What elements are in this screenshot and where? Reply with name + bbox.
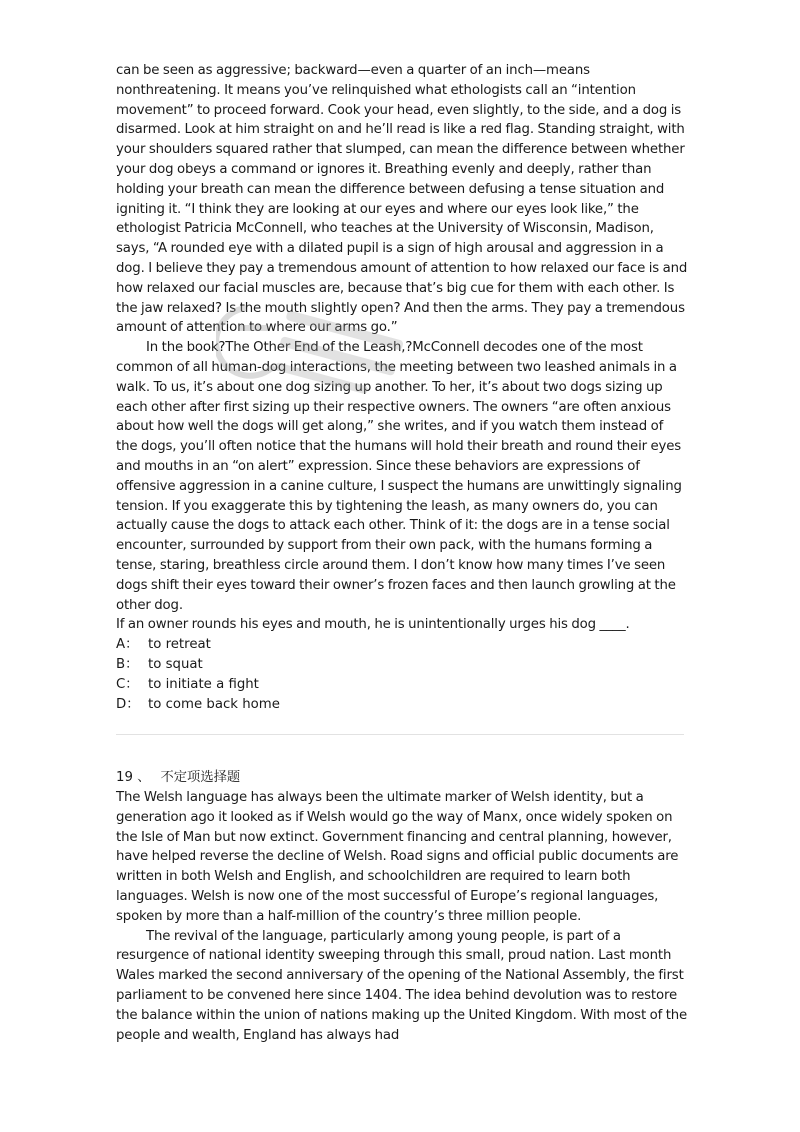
option-letter: D： bbox=[116, 696, 140, 712]
option-text: to squat bbox=[148, 656, 203, 672]
option-b[interactable] bbox=[116, 655, 688, 675]
question-type: 不定项选择题 bbox=[160, 770, 241, 786]
option-letter: B： bbox=[116, 656, 139, 672]
option-text: to retreat bbox=[148, 637, 211, 653]
question-header bbox=[116, 768, 688, 788]
option-text: to initiate a fight bbox=[148, 676, 259, 692]
question19-paragraph-2: The revival of the language, particularly among young people, is part of a resurgence of national identity sweeping through this small, proud nation. Last month Wales marked the second anniversary of the opening of the National Assembly, the first parliament to be convened here since 1404. The idea behind devolution was to restore the balance within the union of nations making up the United Kingdom. With most of the people and wealth, England has always had bbox=[116, 928, 688, 1043]
option-a[interactable] bbox=[116, 635, 688, 655]
question-stem: If an owner rounds his eyes and mouth, he is unintentionally urges his dog ____. bbox=[116, 617, 630, 633]
passage-paragraph-2: In the book?The Other End of the Leash,?McConnell decodes one of the most common of all human-dog interactions, the meeting between two leashed animals in a walk. To us, it’s about one dog sizing up another. To her, it’s about two dogs sizing up each other after first sizing up their respective owners. The owners “are often anxious about how well the dogs will get along,” she writes, and if you watch them instead of the dogs, you’ll often notice that the humans will hold their breath and round their eyes and mouths in an “on alert” expression. Since these behaviors are expressions of offensive aggression in a canine culture, I suspect the humans are unwittingly signaling tension. If you exaggerate this by tightening the leash, as many owners do, you can actually cause the dogs to attack each other. Think of it: the dogs are in a tense social encounter, surrounded by support from their own pack, with the humans forming a tense, staring, breathless circle around them. I don’t know how many times I’ve seen dogs shift their eyes toward their owner’s frozen faces and then launch growling at the other dog. bbox=[116, 340, 682, 613]
question19-paragraph-1: The Welsh language has always been the ultimate marker of Welsh identity, but a generation ago it looked as if Welsh would go the way of Manx, once widely spoken on the Isle of Man but now extinct. Government financing and central planning, however, have helped reverse the decline of Welsh. Road signs and official public documents are written in both Welsh and English, and schoolchildren are required to learn both languages. Welsh is now one of the most successful of Europe’s regional languages, spoken by more than a half-million of the country’s three million people. bbox=[116, 790, 679, 924]
option-letter: C： bbox=[116, 676, 139, 692]
question-number: 19 、 bbox=[116, 770, 151, 786]
section-divider bbox=[116, 734, 684, 735]
answer-options bbox=[116, 635, 688, 714]
option-c[interactable] bbox=[116, 675, 688, 695]
option-d[interactable] bbox=[116, 695, 688, 715]
passage-paragraph-1: can be seen as aggressive; backward—even a quarter of an inch—means nonthreatening. It means you’ve relinquished what ethologists call an “intention movement” to proceed forward. Cook your head, even slightly, to the side, and a dog is disarmed. Look at him straight on and he’ll read is like a red flag. Standing straight, with your shoulders squared rather that slumped, can mean the difference between whether your dog obeys a command or ignores it. Breathing evenly and deeply, rather than holding your breath can mean the difference between defusing a tense situation and igniting it. “I think they are looking at our eyes and where our eyes look like,” the ethologist Patricia McConnell, who teaches at the University of Wisconsin, Madison, says, “A rounded eye with a dilated pupil is a sign of high arousal and aggression in a dog. I believe they pay a tremendous amount of attention to how relaxed our face is and how relaxed our facial muscles are, because that’s big cue for them with each other. Is the jaw relaxed? Is the mouth slightly open? And then the arms. They pay a tremendous amount of attention to where our arms go.” bbox=[116, 63, 688, 336]
document-page bbox=[116, 61, 688, 1045]
option-text: to come back home bbox=[148, 696, 280, 712]
option-letter: A： bbox=[116, 637, 139, 653]
